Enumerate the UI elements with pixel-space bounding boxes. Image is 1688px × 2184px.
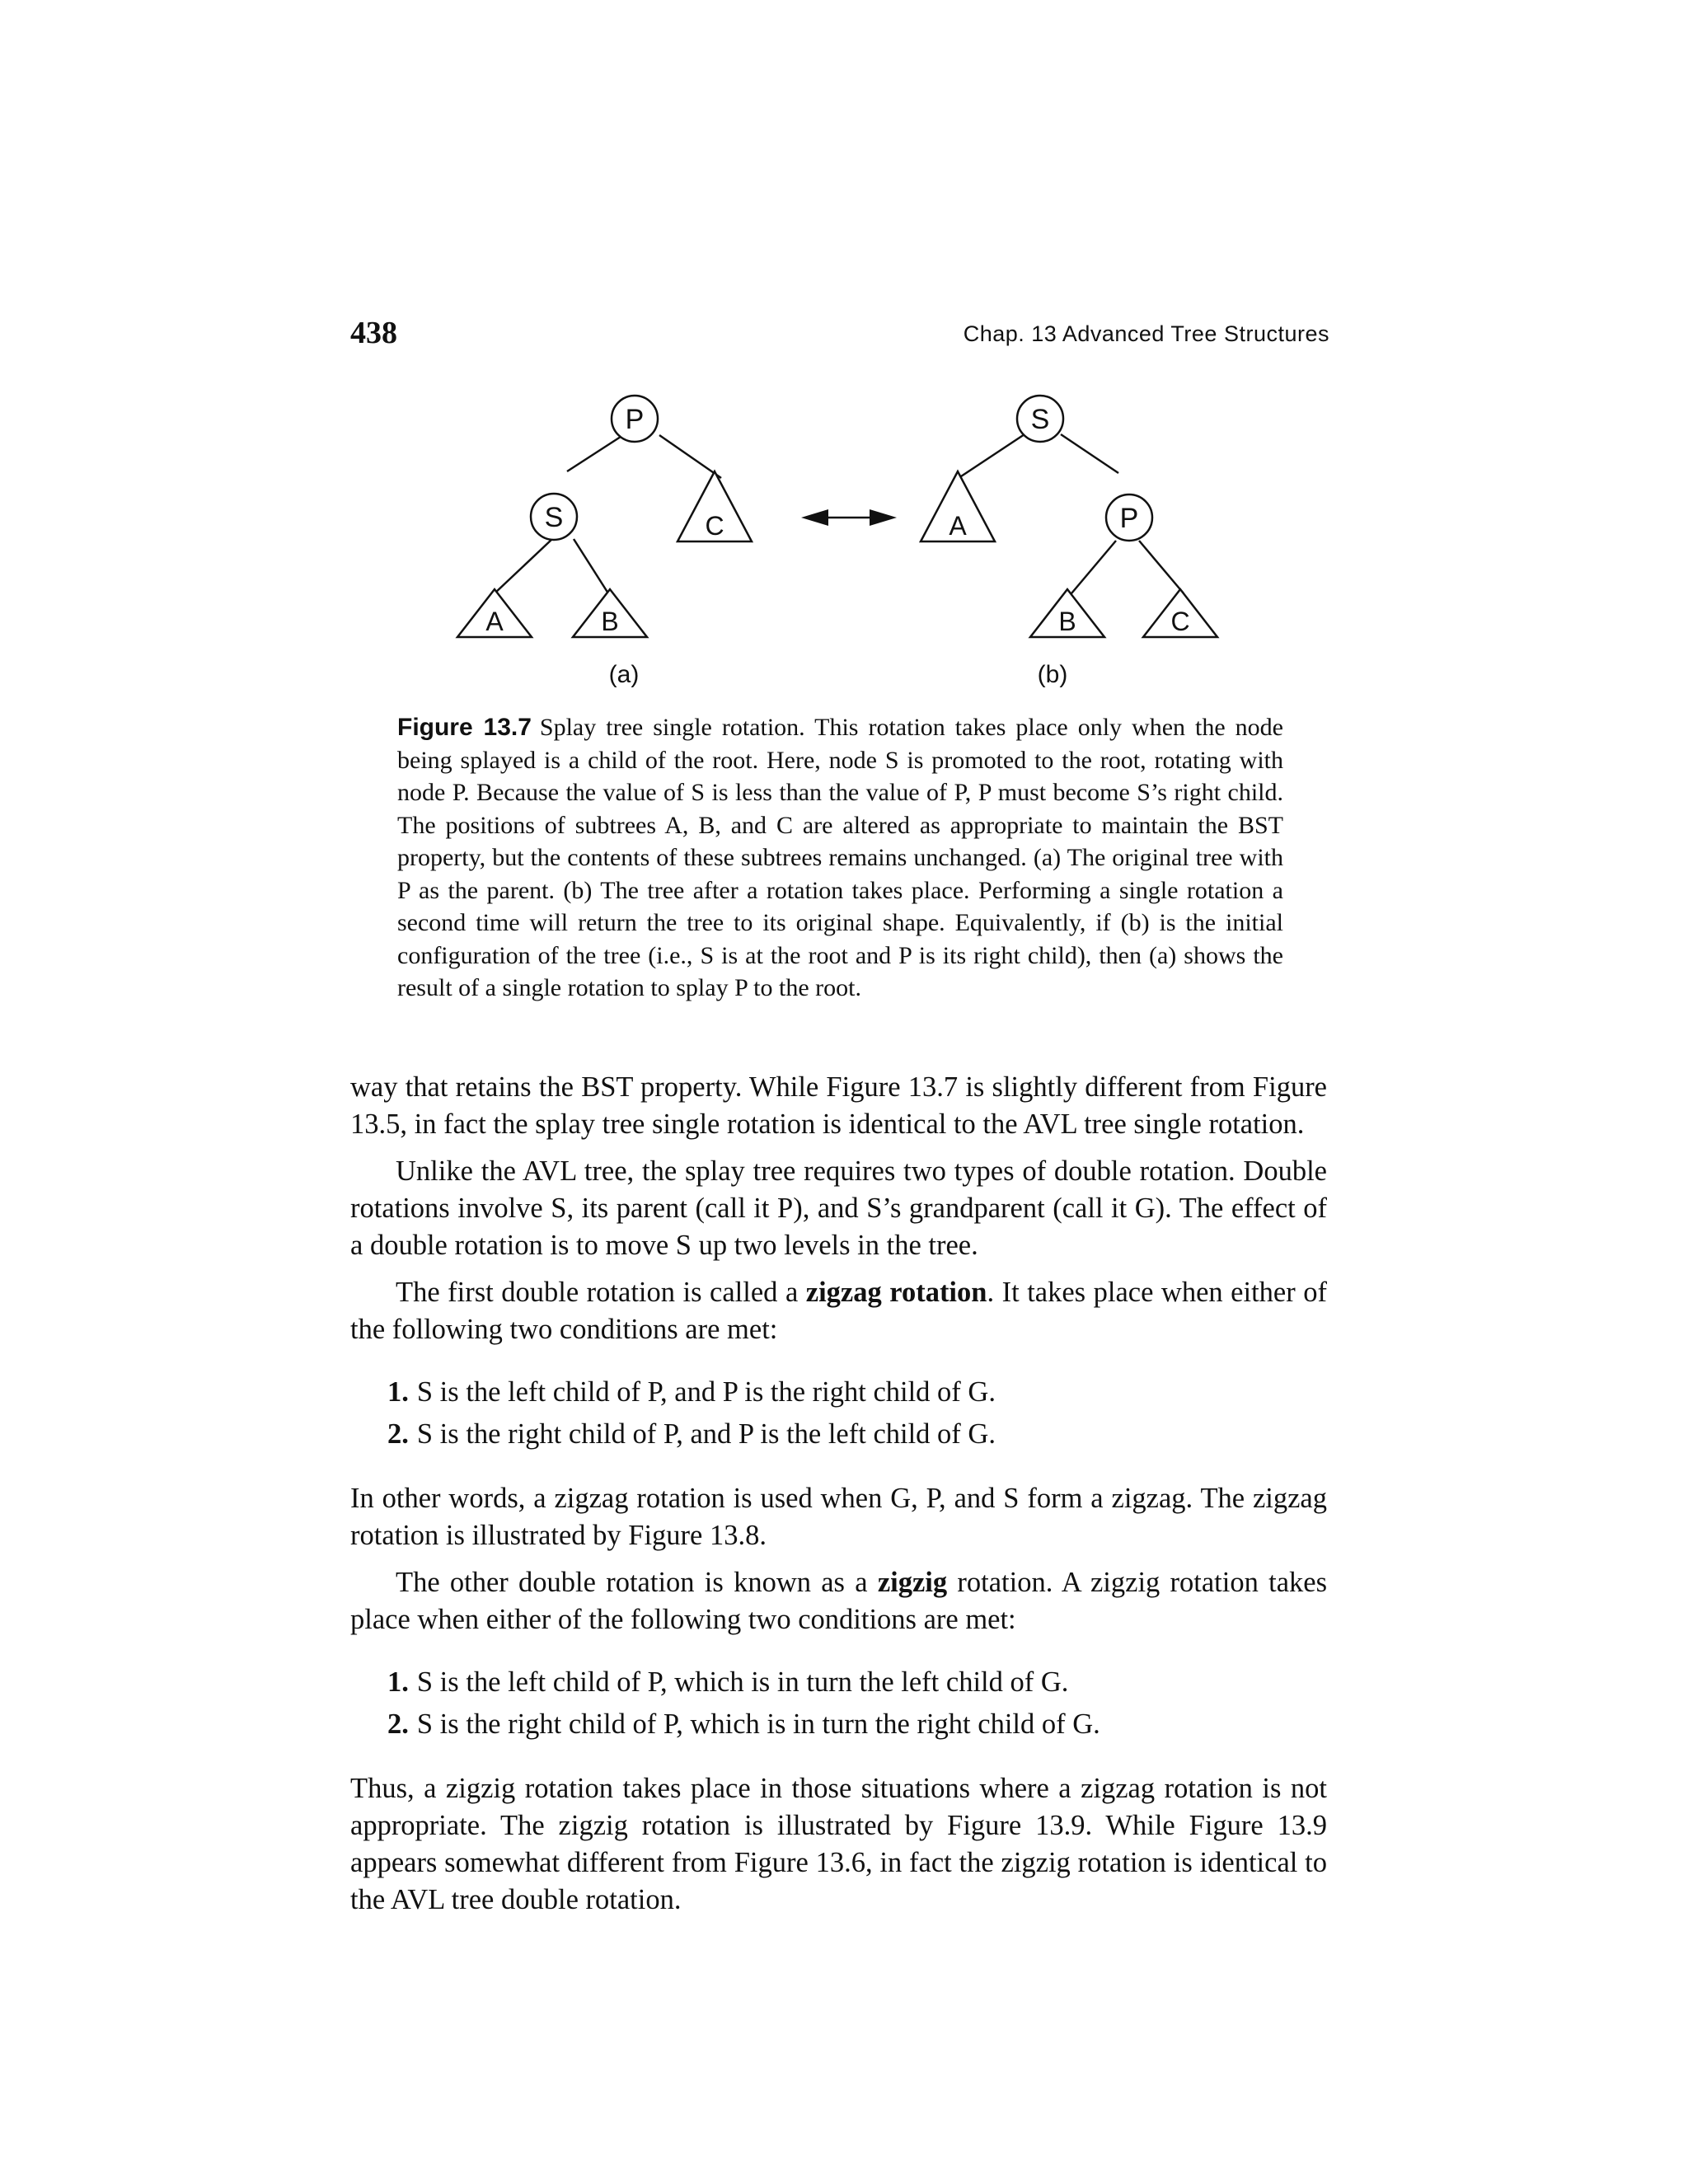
list-item: 1. S is the left child of P, and P is the right child of G. — [387, 1376, 996, 1408]
list-item: 2. S is the right child of P, which is in turn the right child of G. — [387, 1708, 1100, 1740]
tree-a-left-label: S — [544, 502, 564, 533]
paragraph: The first double rotation is called a zigzag rotation. It takes place when either of the following two conditions are met: — [350, 1277, 1327, 1345]
edge-s-b — [574, 539, 608, 593]
tree-a-label: (a) — [608, 661, 640, 688]
tree-b-subtree-b: B — [1058, 607, 1076, 636]
tree-b-subtree-c: C — [1170, 607, 1190, 636]
paragraph: Unlike the AVL tree, the splay tree requires two types of double rotation. Double rotations involve S, its parent (call it P), and S’s grandparent (call it G). The effect of a double rotation is to move S up two levels in the tree. — [350, 1155, 1327, 1261]
paragraph: way that retains the BST property. While Figure 13.7 is slightly different from Figure 13.5, in fact the splay tree single rotation is identical to the AVL tree single rotation. — [350, 1071, 1327, 1140]
edge-s-a — [495, 539, 552, 593]
splay-rotation-figure — [0, 387, 1688, 701]
arrow-head-left — [801, 509, 828, 526]
edge-p-c — [659, 435, 721, 478]
body-text — [350, 1069, 1327, 1919]
edge-p-b — [1071, 541, 1116, 593]
paragraph: Thus, a zigzig rotation takes place in those situations where a zigzag rotation is not appropriate. The zigzig rotation is illustrated by Figure 13.9. While Figure 13.9 appears somewhat different from Figure 13.6, in fact the zigzig rotation is identical to the AVL tree double rotation. — [350, 1773, 1327, 1915]
edge-p-c-b — [1139, 541, 1184, 593]
tree-a-subtree-b: B — [601, 607, 619, 636]
term-zigzag-rotation: zigzag rotation — [805, 1277, 987, 1308]
page-number: 438 — [350, 316, 397, 350]
list-item: 2. S is the right child of P, and P is the left child of G. — [387, 1418, 996, 1450]
caption-text: Splay tree single rotation. This rotation takes place only when the node being splayed is a child of the root. Here, node S is promoted to the root, rotating with node P. Because the value of S is less than the value of P, P must become S’s right child. The positions of subtrees A, B, and C are altered as appropriate to maintain the BST property, but the contents of these subtrees remains unchanged. (a) The original tree with P as the parent. (b) The tree after a rotation takes place. Performing a single rotation a second time will return the tree to its original shape. Equivalently, if (b) is the initial configuration of the tree (i.e., S is at the root and P is its right child), then (a) shows the result of a single rotation to splay P to the root. — [397, 714, 1283, 1001]
list-item: 1. S is the left child of P, which is in turn the left child of G. — [387, 1666, 1069, 1698]
running-head: Chap. 13 Advanced Tree Structures — [963, 321, 1329, 346]
tree-a-root-label: P — [625, 404, 645, 435]
arrow-head-right — [870, 509, 897, 526]
tree-b-label: (b) — [1037, 661, 1068, 688]
tree-a-subtree-c: C — [705, 511, 724, 541]
zigzig-conditions-list — [350, 1661, 1327, 1746]
edge-p-s — [567, 435, 623, 471]
edge-s-p — [1061, 434, 1118, 473]
zigzag-conditions-list — [350, 1371, 1327, 1455]
tree-a — [457, 396, 752, 688]
caption-label: Figure 13.7 — [397, 714, 532, 741]
tree-b-root-label: S — [1030, 404, 1050, 435]
figure-caption — [397, 711, 1283, 1005]
tree-b-right-label: P — [1119, 503, 1139, 534]
edge-s-a-b — [959, 434, 1025, 478]
paragraph: In other words, a zigzag rotation is used when G, P, and S form a zigzag. The zigzag rotation is illustrated by Figure 13.8. — [350, 1483, 1327, 1551]
term-zigzig: zigzig — [877, 1567, 948, 1598]
tree-a-subtree-a: A — [485, 607, 504, 636]
paragraph: The other double rotation is known as a zigzig rotation. A zigzig rotation takes place when either of the following two conditions are met: — [350, 1567, 1327, 1635]
tree-b-subtree-a: A — [949, 511, 967, 541]
